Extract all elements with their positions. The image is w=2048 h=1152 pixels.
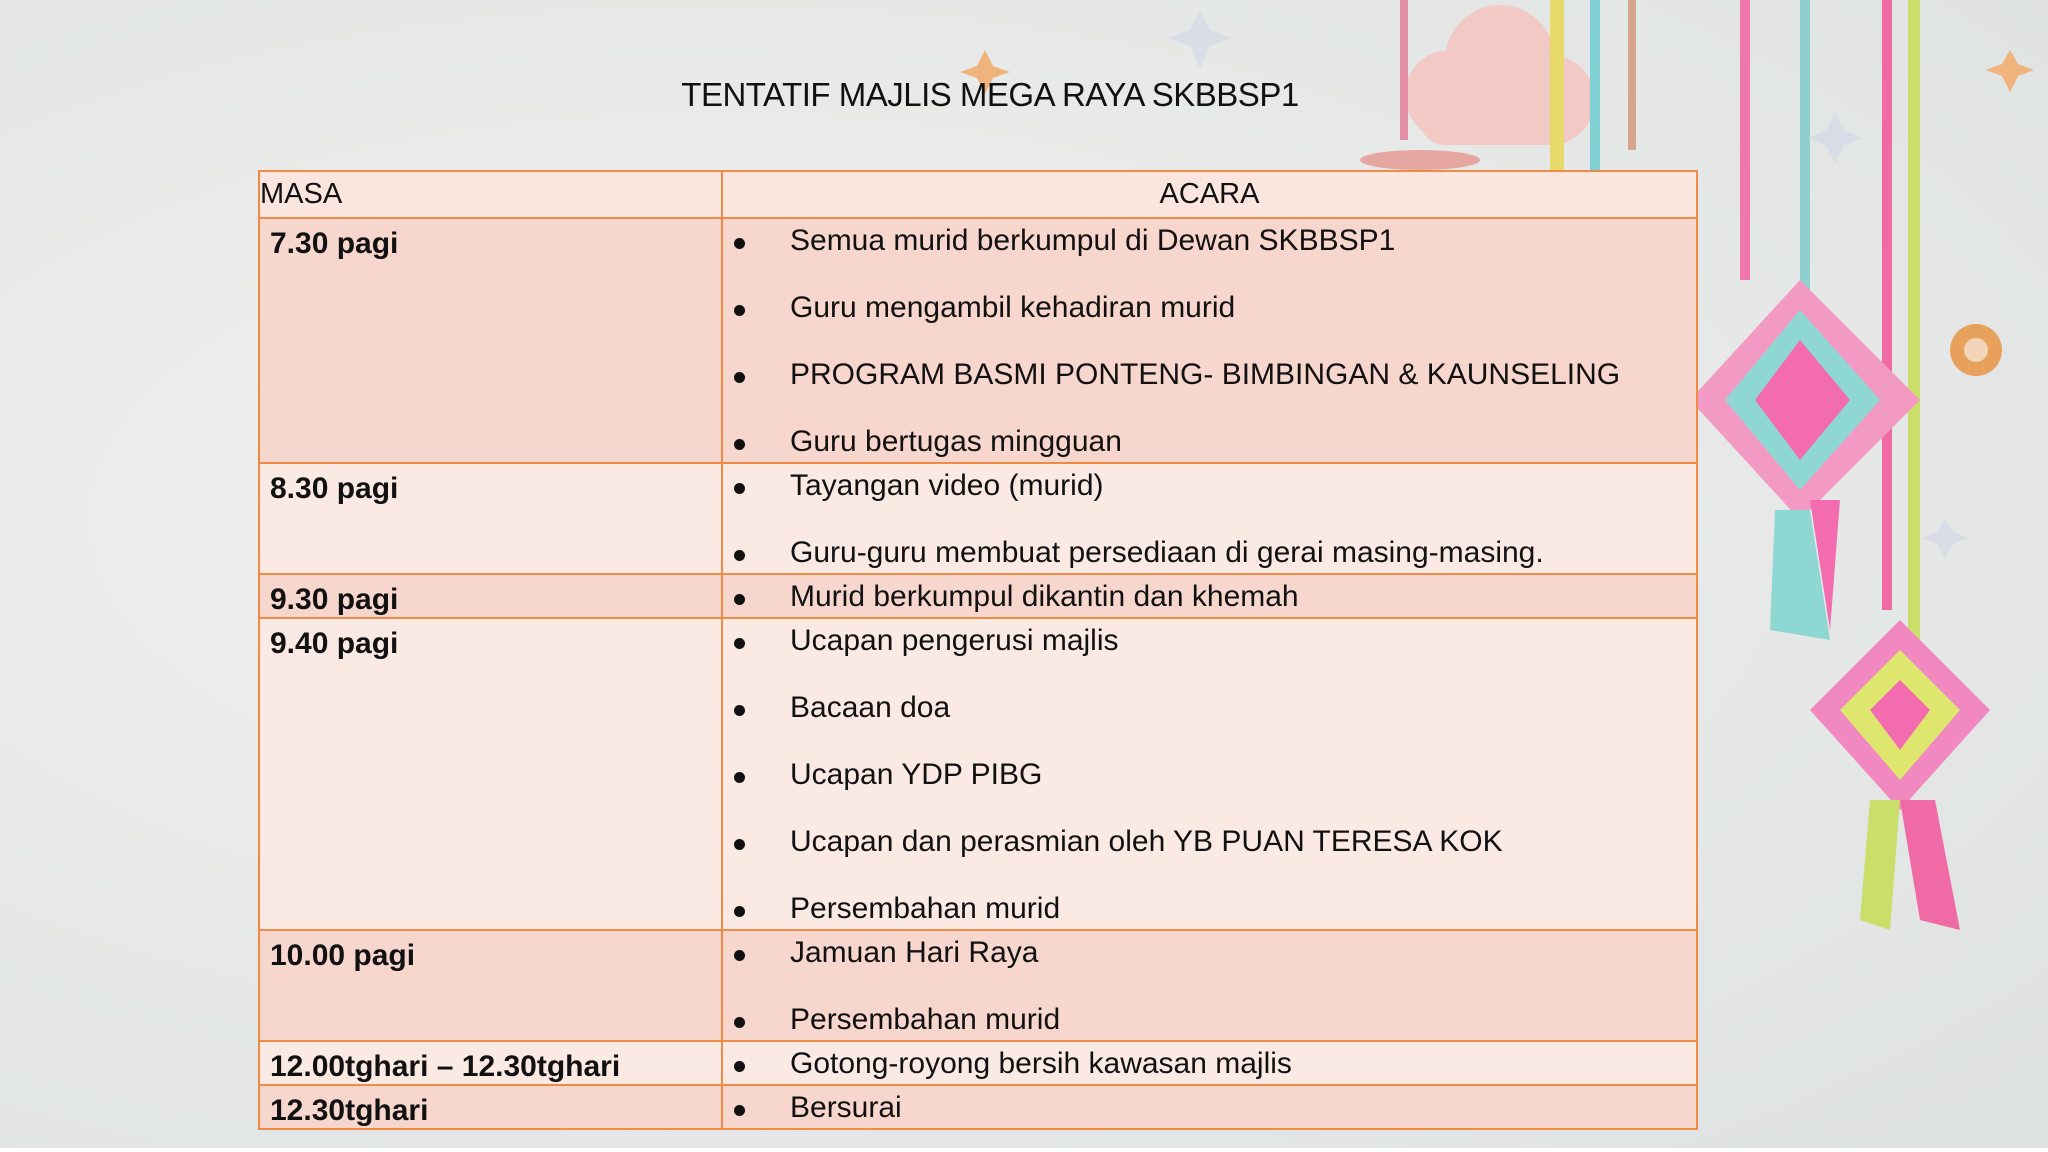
list-item: Ucapan YDP PIBG — [723, 759, 1696, 791]
table-header-row — [259, 171, 1697, 218]
list-item: Tayangan video (murid) — [723, 470, 1696, 502]
list-item: Semua murid berkumpul di Dewan SKBBSP1 — [723, 225, 1696, 257]
table-row — [259, 618, 1697, 930]
masa-cell: 12.30tghari — [270, 1094, 429, 1127]
list-item: Guru bertugas mingguan — [723, 426, 1696, 458]
masa-cell: 9.30 pagi — [270, 583, 399, 616]
masa-cell: 9.40 pagi — [270, 627, 399, 660]
list-item: Persembahan murid — [723, 893, 1696, 925]
acara-list — [723, 1042, 1696, 1084]
masa-cell: 10.00 pagi — [270, 939, 416, 972]
table-row — [259, 930, 1697, 1041]
cloud-icon — [1405, 5, 1595, 145]
list-item: Ucapan dan perasmian oleh YB PUAN TERESA KOK — [723, 826, 1696, 858]
acara-list — [723, 464, 1696, 573]
schedule-table — [258, 170, 1698, 1130]
list-item: Bacaan doa — [723, 692, 1696, 724]
header-masa: MASA — [259, 171, 722, 218]
list-item: PROGRAM BASMI PONTENG- BIMBINGAN & KAUNSELING — [723, 359, 1696, 391]
ring-icon — [1950, 324, 2002, 376]
list-item: Guru-guru membuat persediaan di gerai masing-masing. — [723, 537, 1696, 569]
masa-cell: 12.00tghari – 12.30tghari — [270, 1050, 621, 1083]
acara-list — [723, 1086, 1696, 1128]
page-title: TENTATIF MAJLIS MEGA RAYA SKBBSP1 — [681, 76, 1299, 113]
ketupat-icon — [1810, 620, 1990, 930]
sparkle-icon — [1168, 10, 1232, 68]
list-item: Murid berkumpul dikantin dan khemah — [723, 581, 1696, 613]
table-row — [259, 218, 1697, 463]
list-item: Gotong-royong bersih kawasan majlis — [723, 1048, 1696, 1080]
acara-list — [723, 619, 1696, 929]
list-item: Ucapan pengerusi majlis — [723, 625, 1696, 657]
list-item: Persembahan murid — [723, 1004, 1696, 1036]
masa-cell: 7.30 pagi — [270, 227, 399, 260]
table-row — [259, 574, 1697, 618]
table-row — [259, 1041, 1697, 1085]
acara-list — [723, 575, 1696, 617]
bottom-strip — [0, 1148, 2048, 1152]
table-row — [259, 463, 1697, 574]
masa-cell: 8.30 pagi — [270, 472, 399, 505]
acara-list — [723, 219, 1696, 462]
list-item: Jamuan Hari Raya — [723, 937, 1696, 969]
list-item: Bersurai — [723, 1092, 1696, 1124]
header-acara: ACARA — [722, 171, 1697, 218]
table-row — [259, 1085, 1697, 1129]
list-item: Guru mengambil kehadiran murid — [723, 292, 1696, 324]
acara-list — [723, 931, 1696, 1040]
